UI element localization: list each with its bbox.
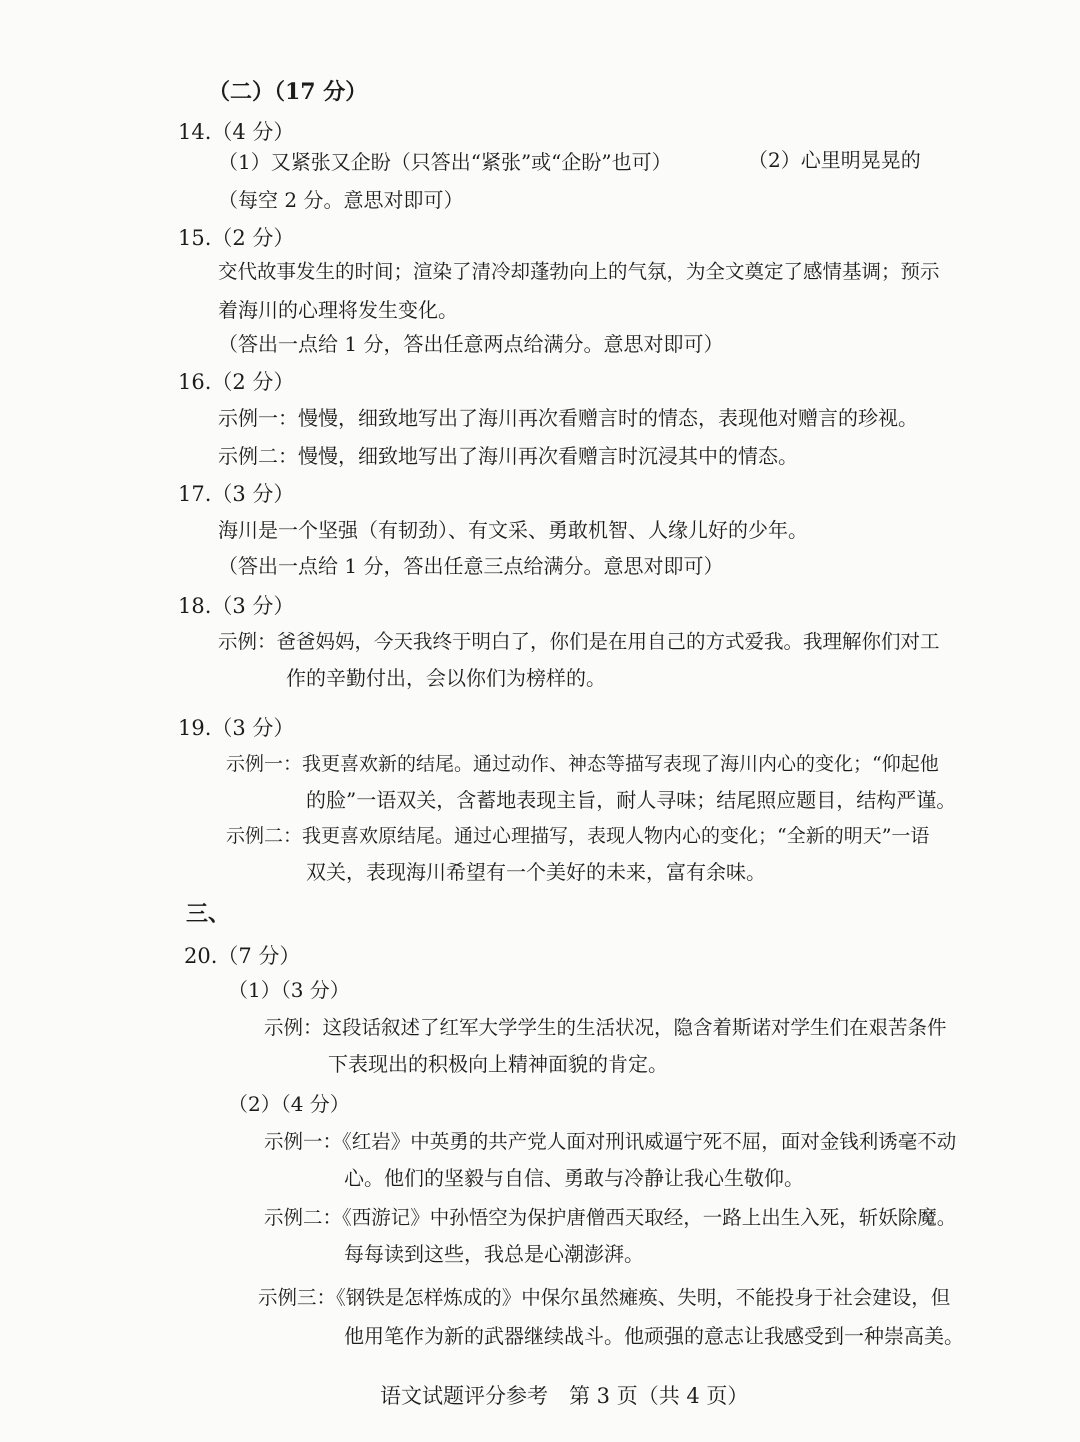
q19-example-2-line-2: 双关，表现海川希望有一个美好的未来，富有余味。 — [306, 860, 766, 884]
q20-part-2-example-1-line-1: 示例一：《红岩》中英勇的共产党人面对刑讯威逼宁死不屈，面对金钱利诱毫不动 — [264, 1130, 957, 1153]
q18-number: 18.（3 分） — [178, 594, 295, 618]
q19-example-1-line-1: 示例一：我更喜欢新的结尾。通过动作、神态等描写表现了海川内心的变化；“仰起他 — [226, 753, 939, 775]
q15-answer-line-2: 着海川的心理将发生变化。 — [218, 298, 458, 322]
q20-part-1-line-2: 下表现出的积极向上精神面貌的肯定。 — [328, 1052, 668, 1076]
q17-scoring-note: （答出一点给 1 分，答出任意三点给满分。意思对即可） — [218, 554, 724, 578]
q18-example-line-2: 作的辛勤付出，会以你们为榜样的。 — [286, 666, 606, 690]
q15-answer-line-1: 交代故事发生的时间；渲染了清冷却蓬勃向上的气氛，为全文奠定了感情基调；预示 — [218, 260, 940, 283]
q14-answer-2: （2）心里明晃晃的 — [748, 148, 921, 172]
q19-number: 19.（3 分） — [178, 716, 295, 740]
q16-example-1: 示例一：慢慢，细致地写出了海川再次看赠言时的情态，表现他对赠言的珍视。 — [218, 406, 918, 430]
q15-number: 15.（2 分） — [178, 226, 295, 250]
q20-part-2-example-3-line-2: 他用笔作为新的武器继续战斗。他顽强的意志让我感受到一种崇高美。 — [344, 1324, 964, 1348]
q14-number: 14.（4 分） — [178, 120, 295, 144]
section-two-header: （二）（17 分） — [208, 79, 368, 105]
q16-number: 16.（2 分） — [178, 370, 295, 394]
section-three-header: 三、 — [186, 901, 231, 927]
q18-example-line-1: 示例：爸爸妈妈，今天我终于明白了，你们是在用自己的方式爱我。我理解你们对工 — [218, 630, 940, 653]
q15-scoring-note: （答出一点给 1 分，答出任意两点给满分。意思对即可） — [218, 332, 724, 356]
q20-part-2-example-1-line-2: 心。他们的坚毅与自信、勇敢与冷静让我心生敬仰。 — [344, 1166, 804, 1190]
q20-part-2-example-2-line-2: 每每读到这些，我总是心潮澎湃。 — [344, 1242, 644, 1266]
q20-part-2-label: （2）（4 分） — [228, 1092, 350, 1116]
q19-example-1-line-2: 的脸”一语双关，含蓄地表现主旨，耐人寻味；结尾照应题目，结构严谨。 — [306, 788, 957, 812]
q20-part-2-example-3-line-1: 示例三：《钢铁是怎样炼成的》中保尔虽然瘫痪、失明，不能投身于社会建设，但 — [258, 1286, 951, 1309]
q17-answer: 海川是一个坚强（有韧劲）、有文采、勇敢机智、人缘儿好的少年。 — [218, 518, 808, 542]
q20-part-1-line-1: 示例：这段话叙述了红军大学学生的生活状况，隐含着斯诺对学生们在艰苦条件 — [264, 1016, 947, 1039]
q19-example-2-line-1: 示例二：我更喜欢原结尾。通过心理描写，表现人物内心的变化；“全新的明天”一语 — [226, 825, 930, 847]
q16-example-2: 示例二：慢慢，细致地写出了海川再次看赠言时沉浸其中的情态。 — [218, 444, 798, 468]
page-footer: 语文试题评分参考 第 3 页（共 4 页） — [380, 1384, 749, 1408]
q14-answer-1: （1）又紧张又企盼（只答出“紧张”或“企盼”也可） — [218, 150, 672, 174]
q20-number: 20.（7 分） — [184, 944, 301, 968]
q14-scoring-note: （每空 2 分。意思对即可） — [218, 188, 464, 212]
q17-number: 17.（3 分） — [178, 482, 295, 506]
q20-part-1-label: （1）（3 分） — [228, 978, 350, 1002]
q20-part-2-example-2-line-1: 示例二：《西游记》中孙悟空为保护唐僧西天取经，一路上出生入死，斩妖除魔。 — [264, 1206, 957, 1229]
